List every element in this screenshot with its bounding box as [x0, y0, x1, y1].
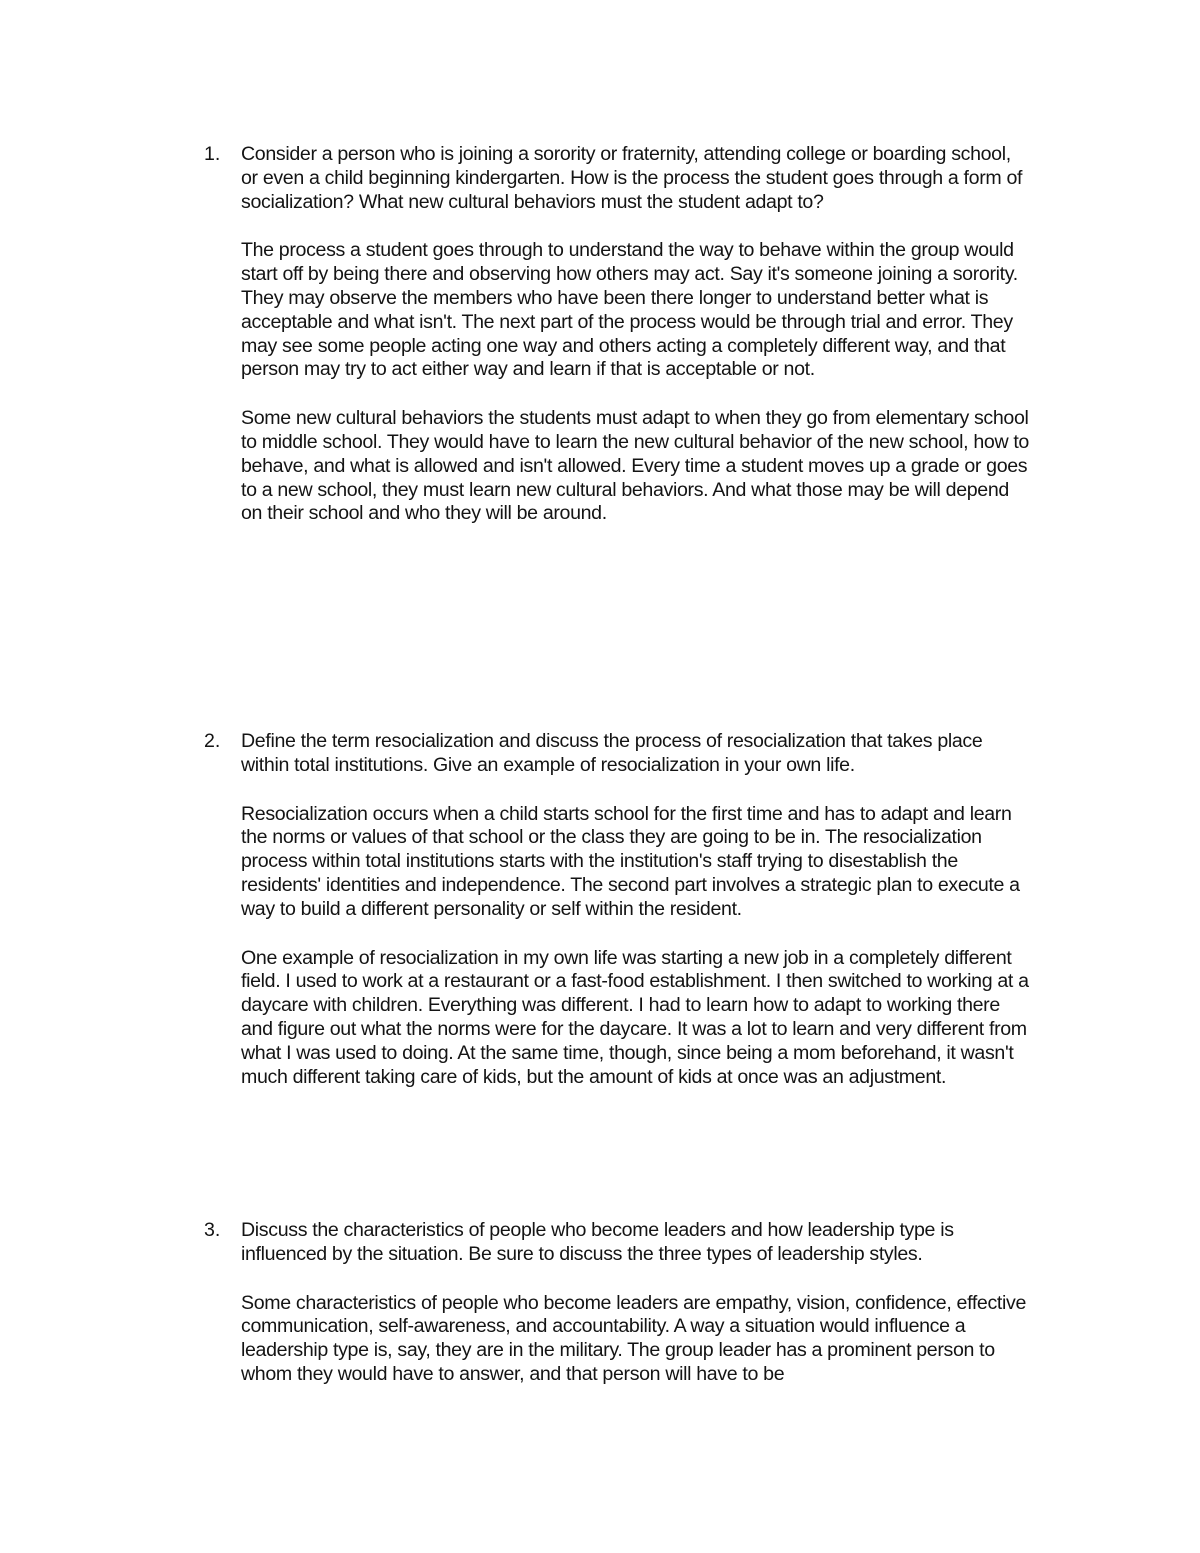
question-item-3 [204, 1219, 1034, 1387]
answer-paragraph: Some characteristics of people who become leaders are empathy, vision, confidence, effective communication, self-awareness, and accountability. A way a situation would influence a leadership type is, say, they are in the military. The group leader has a prominent person to whom they would have to answer, and that person will have to be [241, 1291, 1027, 1385]
question-prompt: Discuss the characteristics of people who become leaders and how leadership type is influenced by the situation. Be sure to discuss the three types of leadership styles. [241, 1219, 954, 1265]
question-body [241, 1219, 1031, 1387]
question-prompt: Define the term resocialization and discuss the process of resocialization that takes place within total institutions. Give an example of resocialization in your own life. [241, 730, 983, 776]
answer-paragraph: One example of resocialization in my own life was starting a new job in a completely different field. I used to work at a restaurant or a fast-food establishment. I then switched to working at a daycare with children. Everything was different. I had to learn how to adapt to working there and figure out what the norms were for the daycare. It was a lot to learn and very different from what I was used to doing. At the same time, though, since being a mom beforehand, it wasn't much different taking care of kids, but the amount of kids at once was an adjustment. [241, 946, 1029, 1088]
question-number: 3. [204, 1219, 221, 1241]
question-number: 2. [204, 730, 221, 752]
question-item-1 [204, 143, 1034, 526]
question-number: 1. [204, 143, 221, 165]
question-item-2 [204, 730, 1034, 1089]
question-prompt: Consider a person who is joining a sorority or fraternity, attending college or boarding school, or even a child beginning kindergarten. How is the process the student goes through a form of socialization? What new cultural behaviors must the student adapt to? [241, 143, 1023, 213]
answer-paragraph: Some new cultural behaviors the students must adapt to when they go from elementary school to middle school. They would have to learn the new cultural behavior of the new school, how to behave, and what is allowed and isn't allowed. Every time a student moves up a grade or goes to a new school, they must learn new cultural behaviors. And what those may be will depend on their school and who they will be around. [241, 407, 1029, 525]
question-body [241, 143, 1031, 526]
question-body [241, 730, 1031, 1089]
answer-paragraph: The process a student goes through to understand the way to behave within the group would start off by being there and observing how others may act. Say it's someone joining a sorority. They may observe the members who have been there longer to understand better what is acceptable and what isn't. The next part of the process would be through trial and error. They may see some people acting one way and others acting a completely different way, and that person may try to act either way and learn if that is acceptable or not. [241, 239, 1018, 381]
answer-paragraph: Resocialization occurs when a child starts school for the first time and has to adapt and learn the norms or values of that school or the class they are going to be in. The resocialization process within total institutions starts with the institution's staff trying to disestablish the residents' identities and independence. The second part involves a strategic plan to execute a way to build a different personality or self within the resident. [241, 802, 1020, 920]
